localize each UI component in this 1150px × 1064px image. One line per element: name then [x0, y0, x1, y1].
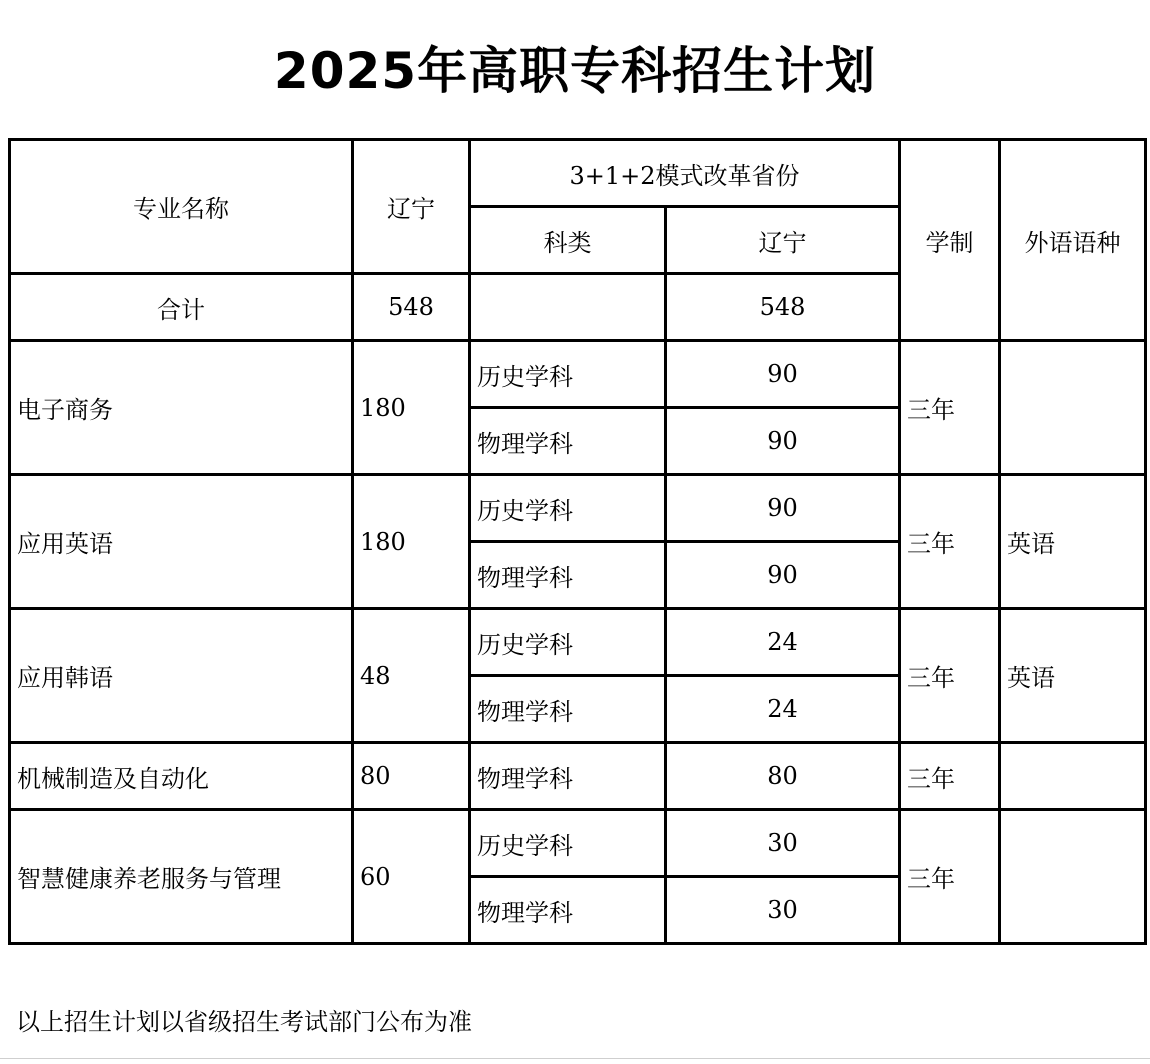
duration-cell: 三年 [900, 810, 1000, 944]
header-subject: 科类 [470, 207, 666, 274]
duration-cell: 三年 [900, 341, 1000, 475]
total-label: 合计 [10, 274, 353, 341]
total-reform-liaoning: 548 [666, 274, 900, 341]
major-name: 电子商务 [10, 341, 353, 475]
subject-cell: 物理学科 [470, 676, 666, 743]
table-row [10, 743, 1146, 810]
subject-cell: 历史学科 [470, 475, 666, 542]
language-cell [1000, 810, 1146, 944]
header-language: 外语语种 [1000, 140, 1146, 341]
table-row [10, 475, 1146, 542]
subject-cell: 历史学科 [470, 810, 666, 877]
major-quota: 60 [353, 810, 470, 944]
header-major: 专业名称 [10, 140, 353, 274]
table-row [10, 609, 1146, 676]
page-title: 2025年高职专科招生计划 [273, 42, 877, 100]
subject-cell: 物理学科 [470, 743, 666, 810]
header-reform-group: 3+1+2模式改革省份 [470, 140, 900, 207]
duration-cell: 三年 [900, 475, 1000, 609]
header-row-1 [10, 140, 1146, 207]
major-name: 机械制造及自动化 [10, 743, 353, 810]
header-reform-liaoning: 辽宁 [666, 207, 900, 274]
table-row [10, 810, 1146, 877]
count-cell: 24 [666, 609, 900, 676]
count-cell: 90 [666, 542, 900, 609]
duration-cell: 三年 [900, 743, 1000, 810]
major-name: 应用韩语 [10, 609, 353, 743]
footer-note: 以上招生计划以省级招生考试部门公布为准 [16, 1008, 472, 1036]
major-quota: 180 [353, 475, 470, 609]
count-cell: 90 [666, 408, 900, 475]
count-cell: 24 [666, 676, 900, 743]
duration-cell: 三年 [900, 609, 1000, 743]
bottom-divider [0, 1058, 1150, 1059]
count-cell: 30 [666, 877, 900, 944]
major-quota: 180 [353, 341, 470, 475]
major-name: 应用英语 [10, 475, 353, 609]
major-quota: 48 [353, 609, 470, 743]
language-cell: 英语 [1000, 609, 1146, 743]
enrollment-plan-table [8, 138, 1147, 945]
subject-cell: 历史学科 [470, 609, 666, 676]
subject-cell: 物理学科 [470, 408, 666, 475]
language-cell: 英语 [1000, 475, 1146, 609]
count-cell: 90 [666, 475, 900, 542]
header-duration: 学制 [900, 140, 1000, 341]
count-cell: 90 [666, 341, 900, 408]
language-cell [1000, 341, 1146, 475]
subject-cell: 历史学科 [470, 341, 666, 408]
subject-cell: 物理学科 [470, 542, 666, 609]
table-row [10, 341, 1146, 408]
total-liaoning: 548 [353, 274, 470, 341]
major-quota: 80 [353, 743, 470, 810]
header-liaoning: 辽宁 [353, 140, 470, 274]
count-cell: 80 [666, 743, 900, 810]
subject-cell: 物理学科 [470, 877, 666, 944]
total-subject [470, 274, 666, 341]
major-name: 智慧健康养老服务与管理 [10, 810, 353, 944]
language-cell [1000, 743, 1146, 810]
count-cell: 30 [666, 810, 900, 877]
